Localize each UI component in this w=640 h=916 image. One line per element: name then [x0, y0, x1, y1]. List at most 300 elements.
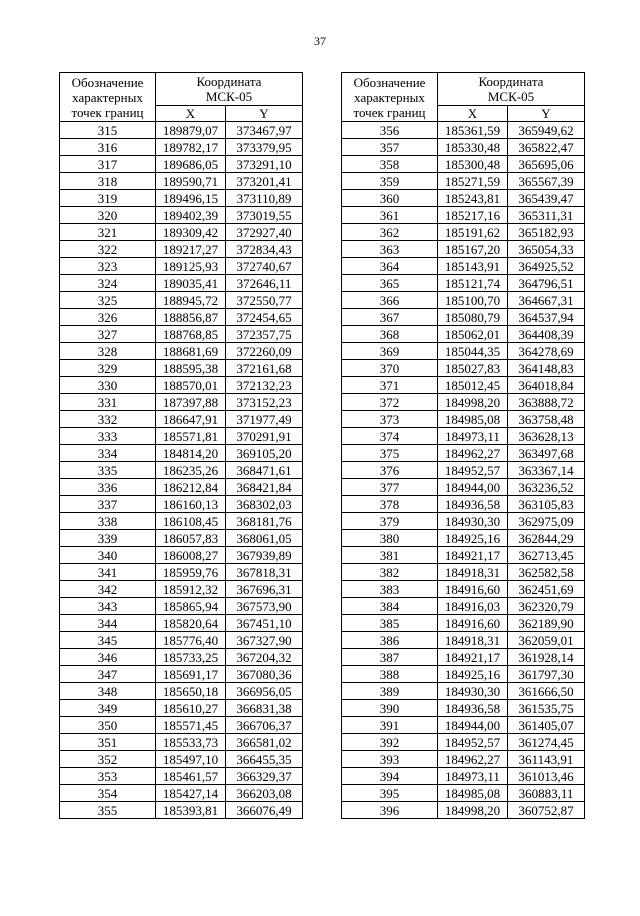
table-row: [342, 224, 585, 241]
table-row: [342, 377, 585, 394]
point-number-cell: 337: [60, 496, 156, 513]
y-coordinate-cell: 361013,46: [508, 768, 585, 785]
y-coordinate-cell: 365182,93: [508, 224, 585, 241]
point-number-cell: 381: [342, 547, 438, 564]
point-number-cell: 361: [342, 207, 438, 224]
y-coordinate-cell: 372646,11: [226, 275, 303, 292]
point-number-cell: 326: [60, 309, 156, 326]
y-coordinate-cell: 367818,31: [226, 564, 303, 581]
y-coordinate-cell: 363497,68: [508, 445, 585, 462]
coordinates-table-left: [59, 72, 303, 819]
point-number-cell: 328: [60, 343, 156, 360]
y-coordinate-cell: 364796,51: [508, 275, 585, 292]
y-coordinate-cell: 362059,01: [508, 632, 585, 649]
y-coordinate-cell: 372927,40: [226, 224, 303, 241]
table-row: [342, 343, 585, 360]
point-number-cell: 356: [342, 122, 438, 139]
y-coordinate-cell: 366581,02: [226, 734, 303, 751]
x-coordinate-cell: 185080,79: [438, 309, 508, 326]
point-number-cell: 396: [342, 802, 438, 819]
point-number-cell: 385: [342, 615, 438, 632]
table-row: [60, 360, 303, 377]
table-row: [342, 122, 585, 139]
table-row: [342, 173, 585, 190]
point-number-cell: 364: [342, 258, 438, 275]
x-coordinate-cell: 185243,81: [438, 190, 508, 207]
table-row: [60, 479, 303, 496]
x-coordinate-cell: 185912,32: [156, 581, 226, 598]
y-coordinate-cell: 372357,75: [226, 326, 303, 343]
table-row: [342, 581, 585, 598]
table-row: [342, 309, 585, 326]
point-number-cell: 360: [342, 190, 438, 207]
y-coordinate-cell: 367451,10: [226, 615, 303, 632]
point-number-cell: 315: [60, 122, 156, 139]
x-coordinate-cell: 185393,81: [156, 802, 226, 819]
y-coordinate-cell: 368181,76: [226, 513, 303, 530]
point-number-cell: 371: [342, 377, 438, 394]
table-row: [60, 428, 303, 445]
x-coordinate-cell: 184916,60: [438, 615, 508, 632]
x-coordinate-cell: 185062,01: [438, 326, 508, 343]
y-coordinate-cell: 372161,68: [226, 360, 303, 377]
table-row: [60, 309, 303, 326]
x-coordinate-cell: 184925,16: [438, 666, 508, 683]
table-row: [60, 139, 303, 156]
x-coordinate-cell: 184936,58: [438, 700, 508, 717]
x-coordinate-cell: 185497,10: [156, 751, 226, 768]
x-coordinate-cell: 188768,85: [156, 326, 226, 343]
table-body-left: [60, 122, 303, 819]
y-coordinate-cell: 360752,87: [508, 802, 585, 819]
x-coordinate-cell: 185027,83: [438, 360, 508, 377]
y-coordinate-cell: 363758,48: [508, 411, 585, 428]
x-coordinate-cell: 185610,27: [156, 700, 226, 717]
y-coordinate-cell: 373291,10: [226, 156, 303, 173]
point-number-cell: 323: [60, 258, 156, 275]
y-coordinate-cell: 366956,05: [226, 683, 303, 700]
table-row: [60, 173, 303, 190]
point-number-cell: 357: [342, 139, 438, 156]
y-coordinate-cell: 365949,62: [508, 122, 585, 139]
point-number-cell: 335: [60, 462, 156, 479]
x-coordinate-cell: 186212,84: [156, 479, 226, 496]
x-coordinate-cell: 185143,91: [438, 258, 508, 275]
point-label-header: Обозначение характерных точек границ: [60, 73, 156, 122]
x-coordinate-cell: 184985,08: [438, 785, 508, 802]
table-row: [60, 292, 303, 309]
table-row: [60, 394, 303, 411]
coordinates-table-right: [341, 72, 585, 819]
y-coordinate-cell: 364925,52: [508, 258, 585, 275]
y-coordinate-cell: 367696,31: [226, 581, 303, 598]
x-coordinate-cell: 184921,17: [438, 649, 508, 666]
point-number-cell: 350: [60, 717, 156, 734]
y-coordinate-cell: 366831,38: [226, 700, 303, 717]
y-coordinate-cell: 361666,50: [508, 683, 585, 700]
x-coordinate-cell: 188945,72: [156, 292, 226, 309]
table-row: [60, 768, 303, 785]
y-coordinate-cell: 363105,83: [508, 496, 585, 513]
y-coordinate-cell: 362451,69: [508, 581, 585, 598]
point-number-cell: 333: [60, 428, 156, 445]
y-coordinate-cell: 365567,39: [508, 173, 585, 190]
point-number-cell: 379: [342, 513, 438, 530]
y-coordinate-cell: 372834,43: [226, 241, 303, 258]
table-row: [342, 649, 585, 666]
point-number-cell: 366: [342, 292, 438, 309]
table-row: [60, 581, 303, 598]
page-number: 37: [314, 34, 326, 48]
table-row: [60, 649, 303, 666]
table-row: [342, 326, 585, 343]
table-row: [60, 615, 303, 632]
point-number-cell: 367: [342, 309, 438, 326]
x-coordinate-cell: 185217,16: [438, 207, 508, 224]
y-coordinate-cell: 366203,08: [226, 785, 303, 802]
y-coordinate-cell: 363367,14: [508, 462, 585, 479]
point-number-cell: 329: [60, 360, 156, 377]
point-number-cell: 384: [342, 598, 438, 615]
point-number-cell: 334: [60, 445, 156, 462]
y-coordinate-cell: 372550,77: [226, 292, 303, 309]
y-coordinate-cell: 365311,31: [508, 207, 585, 224]
x-coordinate-cell: 184952,57: [438, 734, 508, 751]
table-row: [60, 564, 303, 581]
x-coordinate-cell: 189782,17: [156, 139, 226, 156]
x-coordinate-cell: 188856,87: [156, 309, 226, 326]
x-coordinate-cell: 185959,76: [156, 564, 226, 581]
x-coordinate-cell: 184962,27: [438, 445, 508, 462]
x-coordinate-cell: 189686,05: [156, 156, 226, 173]
y-coordinate-cell: 363888,72: [508, 394, 585, 411]
x-coordinate-cell: 185044,35: [438, 343, 508, 360]
table-row: [60, 122, 303, 139]
table-row: [342, 258, 585, 275]
table-row: [60, 377, 303, 394]
x-coordinate-cell: 189125,93: [156, 258, 226, 275]
x-coordinate-cell: 186235,26: [156, 462, 226, 479]
point-label-header: Обозначение характерных точек границ: [342, 73, 438, 122]
table-row: [60, 598, 303, 615]
x-coordinate-cell: 185571,45: [156, 717, 226, 734]
table-row: [342, 496, 585, 513]
x-coordinate-cell: 184944,00: [438, 717, 508, 734]
point-number-cell: 347: [60, 666, 156, 683]
x-coordinate-cell: 185121,74: [438, 275, 508, 292]
x-coordinate-cell: 184998,20: [438, 802, 508, 819]
y-coordinate-cell: 371977,49: [226, 411, 303, 428]
point-number-cell: 370: [342, 360, 438, 377]
table-row: [60, 496, 303, 513]
x-coordinate-cell: 185691,17: [156, 666, 226, 683]
x-coordinate-cell: 189879,07: [156, 122, 226, 139]
y-coordinate-cell: 372454,65: [226, 309, 303, 326]
y-coordinate-cell: 373019,55: [226, 207, 303, 224]
y-coordinate-cell: 366706,37: [226, 717, 303, 734]
y-coordinate-cell: 372260,09: [226, 343, 303, 360]
x-coordinate-cell: 188570,01: [156, 377, 226, 394]
table-row: [60, 547, 303, 564]
table-row: [60, 513, 303, 530]
table-row: [60, 445, 303, 462]
y-coordinate-cell: 367080,36: [226, 666, 303, 683]
y-coordinate-cell: 373467,97: [226, 122, 303, 139]
x-coordinate-cell: 186647,91: [156, 411, 226, 428]
point-number-cell: 351: [60, 734, 156, 751]
table-row: [60, 683, 303, 700]
point-number-cell: 374: [342, 428, 438, 445]
coordinate-header: [438, 73, 585, 106]
x-coordinate-cell: 186160,13: [156, 496, 226, 513]
y-coordinate-cell: 366455,35: [226, 751, 303, 768]
y-coordinate-cell: 363628,13: [508, 428, 585, 445]
y-coordinate-cell: 367204,32: [226, 649, 303, 666]
x-coordinate-cell: 184918,31: [438, 632, 508, 649]
table-row: [342, 479, 585, 496]
point-number-cell: 319: [60, 190, 156, 207]
table-row: [342, 530, 585, 547]
table-row: [342, 802, 585, 819]
y-coordinate-cell: 365439,47: [508, 190, 585, 207]
table-row: [342, 513, 585, 530]
y-coordinate-cell: 364278,69: [508, 343, 585, 360]
point-number-cell: 320: [60, 207, 156, 224]
table-row: [342, 428, 585, 445]
x-coordinate-cell: 185300,48: [438, 156, 508, 173]
x-coordinate-cell: 184973,11: [438, 768, 508, 785]
y-coordinate-cell: 361797,30: [508, 666, 585, 683]
y-coordinate-cell: 364537,94: [508, 309, 585, 326]
point-number-cell: 394: [342, 768, 438, 785]
table-row: [60, 700, 303, 717]
y-coordinate-cell: 367573,90: [226, 598, 303, 615]
y-header: Y: [508, 106, 585, 122]
table-row: [60, 785, 303, 802]
y-coordinate-cell: 361405,07: [508, 717, 585, 734]
table-row: [342, 445, 585, 462]
point-number-cell: 343: [60, 598, 156, 615]
point-number-cell: 344: [60, 615, 156, 632]
x-coordinate-cell: 184925,16: [438, 530, 508, 547]
y-coordinate-cell: 361535,75: [508, 700, 585, 717]
y-coordinate-cell: 362844,29: [508, 530, 585, 547]
x-coordinate-cell: 189590,71: [156, 173, 226, 190]
table-row: [342, 292, 585, 309]
point-number-cell: 388: [342, 666, 438, 683]
table-row: [342, 275, 585, 292]
x-coordinate-cell: 185461,57: [156, 768, 226, 785]
point-number-cell: 359: [342, 173, 438, 190]
table-row: [342, 394, 585, 411]
x-coordinate-cell: 184916,03: [438, 598, 508, 615]
y-coordinate-cell: 373201,41: [226, 173, 303, 190]
x-coordinate-cell: 185167,20: [438, 241, 508, 258]
x-coordinate-cell: 185865,94: [156, 598, 226, 615]
y-coordinate-cell: 362582,58: [508, 564, 585, 581]
x-coordinate-cell: 189496,15: [156, 190, 226, 207]
point-number-cell: 336: [60, 479, 156, 496]
y-coordinate-cell: 367327,90: [226, 632, 303, 649]
table-row: [342, 632, 585, 649]
x-coordinate-cell: 184930,30: [438, 683, 508, 700]
y-coordinate-cell: 367939,89: [226, 547, 303, 564]
table-row: [342, 768, 585, 785]
point-number-cell: 393: [342, 751, 438, 768]
table-row: [342, 139, 585, 156]
x-coordinate-cell: 186108,45: [156, 513, 226, 530]
table-row: [342, 190, 585, 207]
point-number-cell: 345: [60, 632, 156, 649]
y-coordinate-cell: 368421,84: [226, 479, 303, 496]
y-coordinate-cell: 365695,06: [508, 156, 585, 173]
table-row: [342, 547, 585, 564]
coordinate-header: [156, 73, 303, 106]
point-number-cell: 355: [60, 802, 156, 819]
point-number-cell: 318: [60, 173, 156, 190]
point-number-cell: 339: [60, 530, 156, 547]
table-row: [60, 666, 303, 683]
point-number-cell: 340: [60, 547, 156, 564]
y-coordinate-cell: 361143,91: [508, 751, 585, 768]
table-row: [342, 598, 585, 615]
table-row: [60, 275, 303, 292]
y-coordinate-cell: 366329,37: [226, 768, 303, 785]
x-coordinate-cell: 185776,40: [156, 632, 226, 649]
point-number-cell: 378: [342, 496, 438, 513]
y-coordinate-cell: 365822,47: [508, 139, 585, 156]
y-coordinate-cell: 368061,05: [226, 530, 303, 547]
point-number-cell: 330: [60, 377, 156, 394]
x-header: X: [156, 106, 226, 122]
x-coordinate-cell: 187397,88: [156, 394, 226, 411]
x-coordinate-cell: 185533,73: [156, 734, 226, 751]
x-coordinate-cell: 189035,41: [156, 275, 226, 292]
x-coordinate-cell: 185571,81: [156, 428, 226, 445]
table-row: [342, 734, 585, 751]
point-number-cell: 389: [342, 683, 438, 700]
point-number-cell: 352: [60, 751, 156, 768]
x-coordinate-cell: 185012,45: [438, 377, 508, 394]
table-row: [60, 411, 303, 428]
coordinate-label: Координата: [196, 74, 262, 89]
table-row: [60, 258, 303, 275]
point-number-cell: 376: [342, 462, 438, 479]
x-coordinate-cell: 185820,64: [156, 615, 226, 632]
point-number-cell: 390: [342, 700, 438, 717]
table-row: [60, 343, 303, 360]
y-coordinate-cell: 372740,67: [226, 258, 303, 275]
x-coordinate-cell: 188595,38: [156, 360, 226, 377]
x-coordinate-cell: 185361,59: [438, 122, 508, 139]
y-coordinate-cell: 363236,52: [508, 479, 585, 496]
x-coordinate-cell: 184814,20: [156, 445, 226, 462]
point-number-cell: 365: [342, 275, 438, 292]
table-row: [342, 785, 585, 802]
y-coordinate-cell: 372132,23: [226, 377, 303, 394]
y-coordinate-cell: 373152,23: [226, 394, 303, 411]
point-number-cell: 386: [342, 632, 438, 649]
table-row: [60, 224, 303, 241]
y-coordinate-cell: 364408,39: [508, 326, 585, 343]
point-number-cell: 375: [342, 445, 438, 462]
x-coordinate-cell: 184921,17: [438, 547, 508, 564]
coordinate-system-label: МСК-05: [487, 89, 535, 104]
x-coordinate-cell: 189309,42: [156, 224, 226, 241]
table-row: [60, 530, 303, 547]
point-number-cell: 346: [60, 649, 156, 666]
point-number-cell: 387: [342, 649, 438, 666]
table-row: [60, 734, 303, 751]
point-number-cell: 373: [342, 411, 438, 428]
point-number-cell: 338: [60, 513, 156, 530]
table-row: [60, 462, 303, 479]
x-coordinate-cell: 185427,14: [156, 785, 226, 802]
point-number-cell: 316: [60, 139, 156, 156]
point-number-cell: 377: [342, 479, 438, 496]
point-number-cell: 391: [342, 717, 438, 734]
point-number-cell: 383: [342, 581, 438, 598]
x-coordinate-cell: 185650,18: [156, 683, 226, 700]
y-coordinate-cell: 362189,90: [508, 615, 585, 632]
y-coordinate-cell: 364018,84: [508, 377, 585, 394]
y-coordinate-cell: 364667,31: [508, 292, 585, 309]
table-row: [342, 241, 585, 258]
table-row: [342, 360, 585, 377]
y-coordinate-cell: 373379,95: [226, 139, 303, 156]
table-row: [342, 717, 585, 734]
y-coordinate-cell: 360883,11: [508, 785, 585, 802]
y-coordinate-cell: 373110,89: [226, 190, 303, 207]
point-number-cell: 317: [60, 156, 156, 173]
point-number-cell: 341: [60, 564, 156, 581]
table-row: [342, 462, 585, 479]
point-number-cell: 362: [342, 224, 438, 241]
x-header: X: [438, 106, 508, 122]
x-coordinate-cell: 184936,58: [438, 496, 508, 513]
x-coordinate-cell: 185191,62: [438, 224, 508, 241]
table-row: [60, 207, 303, 224]
table-row: [342, 411, 585, 428]
point-number-cell: 354: [60, 785, 156, 802]
point-number-cell: 349: [60, 700, 156, 717]
table-row: [342, 700, 585, 717]
table-row: [342, 156, 585, 173]
table-row: [60, 190, 303, 207]
x-coordinate-cell: 184998,20: [438, 394, 508, 411]
point-number-cell: 324: [60, 275, 156, 292]
x-coordinate-cell: 184916,60: [438, 581, 508, 598]
y-header: Y: [226, 106, 303, 122]
y-coordinate-cell: 364148,83: [508, 360, 585, 377]
point-number-cell: 380: [342, 530, 438, 547]
x-coordinate-cell: 186057,83: [156, 530, 226, 547]
x-coordinate-cell: 184962,27: [438, 751, 508, 768]
table-body-right: [342, 122, 585, 819]
table-row: [60, 326, 303, 343]
table-row: [60, 802, 303, 819]
point-number-cell: 331: [60, 394, 156, 411]
x-coordinate-cell: 188681,69: [156, 343, 226, 360]
point-number-cell: 342: [60, 581, 156, 598]
point-number-cell: 363: [342, 241, 438, 258]
y-coordinate-cell: 362320,79: [508, 598, 585, 615]
y-coordinate-cell: 362975,09: [508, 513, 585, 530]
point-number-cell: 372: [342, 394, 438, 411]
y-coordinate-cell: 368471,61: [226, 462, 303, 479]
table-row: [342, 207, 585, 224]
table-row: [60, 751, 303, 768]
